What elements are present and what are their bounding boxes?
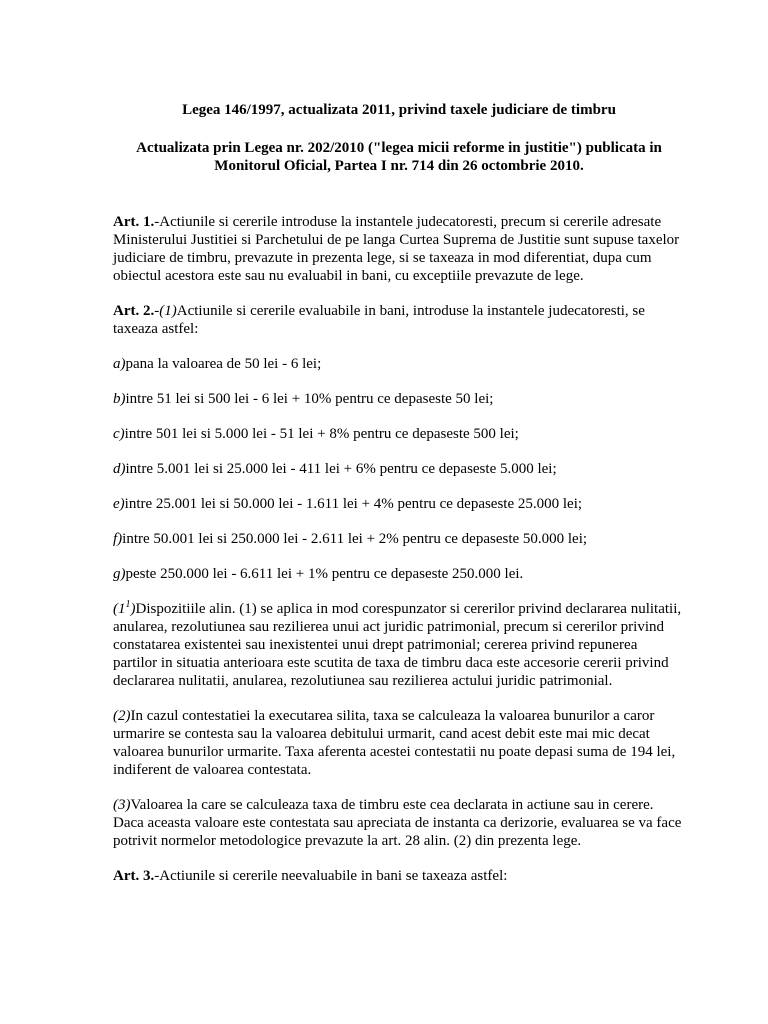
paragraph-3-label: (3)	[113, 797, 131, 813]
paragraph-2-label: (2)	[113, 708, 131, 724]
paragraph-3	[113, 796, 685, 850]
article-2-sub-label: (1)	[159, 303, 177, 319]
paragraph-1-1	[113, 600, 685, 690]
list-item-e	[113, 495, 685, 513]
article-3	[113, 867, 685, 885]
paragraph-1-1-label	[113, 601, 136, 617]
list-item-letter: a)	[113, 356, 126, 372]
paragraph-2-text: In cazul contestatiei la executarea silita, taxa se calculeaza la valoarea bunurilor a caror urmarire se contesta sau la valoarea debitului urmarit, cand acest debit este mai mic decat valoarea bunurilor urmarite. Taxa aferenta acestei contestatii nu poate depasi suma de 194 lei, indiferent de valoarea contestata.	[113, 708, 676, 778]
list-item-letter: g)	[113, 566, 126, 582]
paragraph-1-1-close: )	[130, 601, 136, 617]
list-item-text: intre 51 lei si 500 lei - 6 lei + 10% pentru ce depaseste 50 lei;	[125, 391, 494, 407]
document-title: Legea 146/1997, actualizata 2011, privind taxele judiciare de timbru	[182, 102, 616, 118]
paragraph-1-1-text: Dispozitiile alin. (1) se aplica in mod corespunzator si cererilor privind declararea nulitatii, anularea, rezolutiunea sau rezilierea unui act juridic patrimonial, precum si cererilor privind constatarea existentei sau inexistentei unui drept patrimonial; cererea privind repunerea partilor in situatia anterioara este scutita de taxa de timbru daca este accesorie cererii privind declararea nulitatii, anularea, rezolutiunea sau rezilierea actului juridic patrimonial.	[113, 601, 682, 689]
paragraph-2	[113, 707, 685, 779]
list-item-c	[113, 425, 685, 443]
article-2-dash: -	[154, 303, 160, 319]
list-item-b	[113, 390, 685, 408]
list-item-letter: b)	[113, 391, 126, 407]
article-3-text: -Actiunile si cererile neevaluabile in bani se taxeaza astfel:	[154, 868, 508, 884]
list-item-text: intre 25.001 lei si 50.000 lei - 1.611 lei + 4% pentru ce depaseste 25.000 lei;	[124, 496, 583, 512]
article-1-label: Art. 1.	[113, 214, 155, 230]
article-2	[113, 302, 685, 338]
list-item-letter: c)	[113, 426, 125, 442]
article-1-text: -Actiunile si cererile introduse la instantele judecatoresti, precum si cererile adresate Ministerului Justitiei si Parchetului de pe langa Curtea Suprema de Justitie sunt supuse taxelor judiciare de timbru, prevazute in prezenta lege, si se taxeaza in mod diferentiat, dupa cum obiectul acestora este sau nu evaluabil in bani, cu exceptiile prevazute de lege.	[113, 214, 680, 284]
list-item-letter: d)	[113, 461, 126, 477]
paragraph-3-text: Valoarea la care se calculeaza taxa de timbru este cea declarata in actiune sau in cerere. Daca aceasta valoare este contestata sau apreciata de instanta ca derizorie, evaluarea se va face potrivit normelor metodologice prevazute la art. 28 alin. (2) din prezenta lege.	[113, 797, 682, 849]
paragraph-1-1-open: (1	[113, 601, 126, 617]
list-item-f	[113, 530, 685, 548]
article-2-text: Actiunile si cererile evaluabile in bani, introduse la instantele judecatoresti, se taxeaza astfel:	[113, 303, 645, 337]
article-3-label: Art. 3.	[113, 868, 155, 884]
list-item-text: pana la valoarea de 50 lei - 6 lei;	[125, 356, 322, 372]
list-item-text: intre 501 lei si 5.000 lei - 51 lei + 8% pentru ce depaseste 500 lei;	[124, 426, 519, 442]
list-item-text: intre 50.001 lei si 250.000 lei - 2.611 lei + 2% pentru ce depaseste 50.000 lei;	[122, 531, 588, 547]
list-item-g	[113, 565, 685, 583]
article-2-label: Art. 2.	[113, 303, 155, 319]
list-item-letter: f)	[113, 531, 123, 547]
list-item-a	[113, 355, 685, 373]
document-body	[113, 101, 685, 885]
list-item-text: intre 5.001 lei si 25.000 lei - 411 lei + 6% pentru ce depaseste 5.000 lei;	[125, 461, 557, 477]
paragraph-1-1-superscript: 1	[125, 599, 131, 610]
list-item-d	[113, 460, 685, 478]
article-1	[113, 213, 685, 285]
list-item-text: peste 250.000 lei - 6.611 lei + 1% pentru ce depaseste 250.000 lei.	[125, 566, 524, 582]
document-subtitle: Actualizata prin Legea nr. 202/2010 ("legea micii reforme in justitie") publicata in Monitorul Oficial, Partea I nr. 714 din 26 octombrie 2010.	[136, 140, 662, 174]
list-item-letter: e)	[113, 496, 125, 512]
